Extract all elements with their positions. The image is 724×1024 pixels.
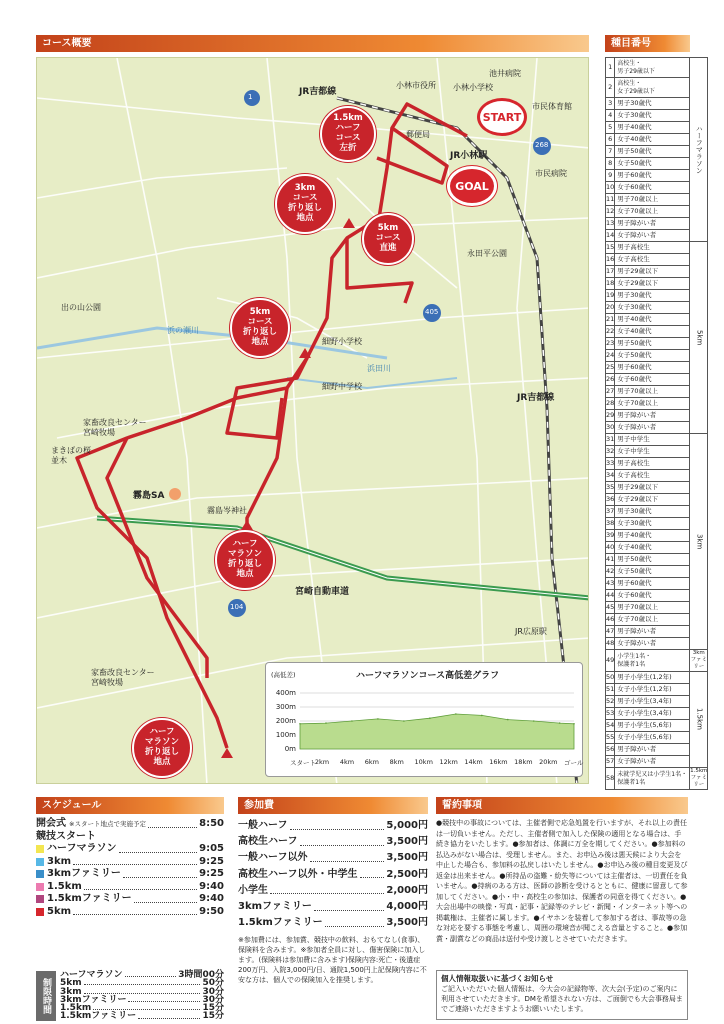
event-name: 女子70歳以上 bbox=[615, 398, 690, 410]
elevation-point bbox=[403, 720, 405, 722]
route-1-label: 1 bbox=[248, 93, 253, 101]
course-map bbox=[36, 57, 589, 784]
event-number: 46 bbox=[606, 614, 615, 626]
fee-price: 3,500円 bbox=[386, 917, 428, 929]
x-tick: 6km bbox=[364, 758, 379, 766]
elevation-area bbox=[300, 714, 574, 749]
oath-text: ●競技中の事故については、主催者側で応急処置を行いますが、それ以上の責任は一切負いません。ただし、主催者側で加入した保険の適用となる場合は、手続き協力をいたします。●参加者は、体調に万全を期してください。●参加料の払込みがない場合は、受理しません。また、お申込み後は悪天候により大会を中止した場合も、参加料の払戻しはいたしません。●お申込み後の種目変更及び返金は出来ません。●所持品の盗難・紛失等については主催者は、一切責任を負いません。●持病のある方は、医師の診断を受けるとともに、健康に留意して参加してください。●小・中・高校生の参加は、保護者の同意を得てください。●大会出場中の映像・写真・記事・記録等のテレビ・新聞・インターネット等への掲載権は、主催者に属します。●イヤホンを装着して参加する者は、事故等の急な対応を要する事態を考慮し、周囲の環境音が聞こえる音量とすること。●参加賞・副賞などの商品は送付や受け渡しとさせていただきます。 bbox=[436, 819, 688, 943]
schedule-label: 3kmファミリー bbox=[47, 868, 121, 879]
event-name: 男子30歳代 bbox=[615, 98, 690, 110]
livestock-center-1-label: 家畜改良センター 宮崎牧場 bbox=[83, 418, 147, 437]
x-tick: 20km bbox=[539, 758, 558, 766]
event-row bbox=[606, 650, 708, 672]
event-name: 男子高校生 bbox=[615, 242, 690, 254]
y-tick: 0m bbox=[284, 745, 296, 753]
kirishima-shrine-label: 霧島岑神社 bbox=[207, 506, 247, 515]
event-group: 3km ファミリー bbox=[690, 650, 707, 670]
fee-row bbox=[238, 899, 428, 915]
fee-section bbox=[238, 818, 428, 985]
turn-3k-bubble: 3km コース 折り返し 地点 bbox=[275, 174, 335, 234]
turn-half-1-bubble: ハーフ マラソン 折り返し 地点 bbox=[215, 530, 275, 590]
schedule-time: 9:05 bbox=[199, 843, 224, 854]
makiba-label: まきばの桜 並木 bbox=[51, 446, 91, 465]
fee-row bbox=[238, 850, 428, 866]
limit-time: 30分 bbox=[202, 986, 224, 997]
fee-note: ※参加費には、参加賞、競技中の飲料、おもてなし(食事)、保険料を含みます。※参加者全員に対し、傷害保険に加入します。(保険料は参加費に含みます)保険内容:死亡・後遺症200万円、入院3,000円/日、通院1,500円上記保険内容に不安な方は、個人での保険加入を推奨します。 bbox=[238, 936, 427, 985]
event-number: 13 bbox=[606, 218, 615, 230]
schedule-row bbox=[36, 893, 224, 906]
event-group: ハーフマラソン bbox=[690, 58, 708, 242]
schedule-row bbox=[36, 843, 224, 856]
event-number: 4 bbox=[606, 110, 615, 122]
y-tick: 300m bbox=[275, 703, 296, 711]
event-name: 男子小学生(3,4年) bbox=[615, 696, 690, 708]
limit-event: 5km bbox=[60, 978, 82, 989]
event-number: 58 bbox=[606, 768, 615, 790]
event-row bbox=[606, 434, 708, 446]
event-name: 女子60歳代 bbox=[615, 374, 690, 386]
privacy-box bbox=[436, 970, 688, 1020]
ikenoi-hospital-label: 池井病院 bbox=[489, 69, 521, 78]
event-number: 16 bbox=[606, 254, 615, 266]
x-tick: スタート bbox=[290, 759, 316, 767]
event-name: 女子30歳代 bbox=[615, 110, 690, 122]
jr-kitto-label-top: JR吉都線 bbox=[299, 87, 337, 97]
color-swatch bbox=[36, 895, 44, 903]
fee-row bbox=[238, 818, 428, 834]
color-swatch bbox=[36, 908, 44, 916]
event-number: 55 bbox=[606, 732, 615, 744]
privacy-text: ご記入いただいた個人情報は、今大会の記録物等、次大会(予定)のご案内に利用させていただきます。DMを希望されない方は、ご面倒でも大会事務局までご連絡いただきますようお願いいたします。 bbox=[441, 985, 683, 1013]
schedule-row bbox=[36, 868, 224, 881]
event-name: 女子70歳以上 bbox=[615, 206, 690, 218]
fee-label: 3kmファミリー bbox=[238, 900, 312, 912]
event-number: 57 bbox=[606, 756, 615, 768]
event-number: 28 bbox=[606, 398, 615, 410]
event-number: 7 bbox=[606, 146, 615, 158]
limit-event: 1.5km bbox=[60, 1003, 92, 1014]
opening-time: 8:50 bbox=[199, 818, 224, 829]
event-number: 43 bbox=[606, 578, 615, 590]
event-name: 女子小学生(1,2年) bbox=[615, 684, 690, 696]
event-number: 17 bbox=[606, 266, 615, 278]
event-number: 25 bbox=[606, 362, 615, 374]
elevation-title: ハーフマラソンコース高低差グラフ bbox=[356, 671, 500, 681]
opening-row bbox=[36, 818, 224, 831]
jr-kobayashi-label: JR小林駅 bbox=[450, 151, 488, 161]
event-number: 53 bbox=[606, 708, 615, 720]
fee-label: 小学生 bbox=[238, 884, 268, 896]
event-number: 40 bbox=[606, 542, 615, 554]
half-left-turn-bubble: 1.5km ハーフ コース 左折 bbox=[320, 106, 376, 162]
x-tick: 2km bbox=[314, 758, 330, 766]
elevation-point bbox=[481, 715, 483, 717]
x-tick: ゴール bbox=[564, 759, 584, 767]
event-name: 女子40歳代 bbox=[615, 542, 690, 554]
city-hall-label: 小林市役所 bbox=[396, 81, 436, 90]
gym-label: 市民体育館 bbox=[532, 102, 572, 111]
event-number: 3 bbox=[606, 98, 615, 110]
event-number: 24 bbox=[606, 350, 615, 362]
event-row bbox=[606, 672, 708, 684]
event-number: 30 bbox=[606, 422, 615, 434]
event-number: 35 bbox=[606, 482, 615, 494]
event-number: 21 bbox=[606, 314, 615, 326]
x-tick: 4km bbox=[339, 758, 355, 766]
elevation-chart bbox=[265, 662, 583, 777]
fee-price: 4,000円 bbox=[386, 900, 428, 912]
color-swatch bbox=[36, 883, 44, 891]
fee-row bbox=[238, 883, 428, 899]
elevation-point bbox=[325, 722, 327, 724]
event-number: 2 bbox=[606, 78, 615, 98]
fee-price: 5,000円 bbox=[386, 820, 428, 831]
fee-price: 3,500円 bbox=[386, 852, 428, 864]
schedule-label: 1.5km bbox=[47, 880, 82, 892]
event-row bbox=[606, 768, 708, 790]
event-name: 高校生・ 女子29歳以下 bbox=[615, 78, 690, 98]
event-number: 36 bbox=[606, 494, 615, 506]
event-number: 54 bbox=[606, 720, 615, 732]
fee-row bbox=[238, 915, 428, 931]
event-name: 男子50歳代 bbox=[615, 554, 690, 566]
limit-event: 3km bbox=[60, 986, 82, 997]
event-number: 19 bbox=[606, 290, 615, 302]
fee-header: 参加費 bbox=[238, 797, 428, 814]
route-268-label: 268 bbox=[535, 141, 549, 149]
course-header: コース概要 bbox=[36, 35, 589, 52]
event-number: 6 bbox=[606, 134, 615, 146]
event-name: 男子29歳以下 bbox=[615, 482, 690, 494]
event-name: 女子障がい者 bbox=[615, 638, 690, 650]
event-number: 50 bbox=[606, 672, 615, 684]
event-number: 15 bbox=[606, 242, 615, 254]
event-name: 男子40歳代 bbox=[615, 314, 690, 326]
elevation-point bbox=[299, 723, 301, 725]
schedule-row bbox=[36, 881, 224, 894]
y-tick: 400m bbox=[275, 689, 296, 697]
event-name: 女子50歳代 bbox=[615, 158, 690, 170]
turn-half-2-bubble: ハーフ マラソン 折り返し 地点 bbox=[132, 718, 192, 778]
elevation-unit: (高低差) bbox=[271, 671, 296, 679]
event-name: 未就学児又は小学生1名・ 保護者1名 bbox=[615, 768, 690, 790]
schedule-label: ハーフマラソン bbox=[47, 843, 117, 854]
turn-5k-bubble: 5km コース 折り返し 地点 bbox=[230, 298, 290, 358]
fee-label: 1.5kmファミリー bbox=[238, 917, 323, 929]
kirishima-sa-label: 霧島SA bbox=[133, 491, 165, 501]
opening-label: 開会式 bbox=[36, 818, 66, 829]
fee-label: 一般ハーフ bbox=[238, 820, 288, 831]
event-number: 1 bbox=[606, 58, 615, 78]
fee-price: 3,500円 bbox=[386, 836, 428, 848]
event-name: 女子70歳以上 bbox=[615, 614, 690, 626]
schedule-label: 1.5kmファミリー bbox=[47, 893, 132, 904]
event-number: 27 bbox=[606, 386, 615, 398]
goal-marker: GOAL bbox=[447, 166, 497, 206]
event-number: 10 bbox=[606, 182, 615, 194]
event-number: 51 bbox=[606, 684, 615, 696]
limit-time: 15分 bbox=[202, 1011, 224, 1022]
start-marker: START bbox=[477, 98, 527, 136]
event-number: 12 bbox=[606, 206, 615, 218]
start-label: 競技スタート bbox=[36, 830, 96, 842]
limit-event: ハーフマラソン bbox=[60, 970, 123, 980]
event-group: 3km bbox=[690, 434, 708, 650]
river2-label: 浜田川 bbox=[367, 364, 391, 373]
color-swatch bbox=[36, 845, 44, 853]
elevation-point bbox=[533, 720, 535, 722]
jr-hiroharu-label: JR広原駅 bbox=[515, 627, 547, 636]
elem-school-label: 小林小学校 bbox=[453, 83, 493, 92]
event-name: 女子高校生 bbox=[615, 254, 690, 266]
event-name: 男子50歳代 bbox=[615, 338, 690, 350]
event-name: 男子高校生 bbox=[615, 458, 690, 470]
x-tick: 16km bbox=[489, 758, 508, 766]
event-row bbox=[606, 242, 708, 254]
event-number: 11 bbox=[606, 194, 615, 206]
event-number: 18 bbox=[606, 278, 615, 290]
fee-label: 高校生ハーフ bbox=[238, 836, 298, 848]
limit-section bbox=[36, 971, 224, 1021]
event-number: 22 bbox=[606, 326, 615, 338]
x-tick: 8km bbox=[389, 758, 404, 766]
event-name: 女子29歳以下 bbox=[615, 278, 690, 290]
event-name: 女子小学生(3,4年) bbox=[615, 708, 690, 720]
schedule-row bbox=[36, 856, 224, 869]
elevation-point bbox=[455, 713, 457, 715]
x-tick: 10km bbox=[414, 758, 433, 766]
y-tick: 200m bbox=[275, 717, 296, 725]
event-number: 31 bbox=[606, 434, 615, 446]
event-name: 女子障がい者 bbox=[615, 756, 690, 768]
elevation-point bbox=[351, 720, 353, 722]
livestock-center-2-label: 家畜改良センター 宮崎牧場 bbox=[91, 668, 155, 687]
y-tick: 100m bbox=[275, 731, 296, 739]
event-number: 26 bbox=[606, 374, 615, 386]
event-name: 男子小学生(5,6年) bbox=[615, 720, 690, 732]
event-number: 9 bbox=[606, 170, 615, 182]
oath-header: 誓約事項 bbox=[436, 797, 688, 814]
event-number: 8 bbox=[606, 158, 615, 170]
event-number: 52 bbox=[606, 696, 615, 708]
schedule-time: 9:50 bbox=[199, 905, 224, 917]
event-row bbox=[606, 58, 708, 78]
schedule-label: 3km bbox=[47, 855, 72, 867]
event-name: 男子60歳代 bbox=[615, 170, 690, 182]
event-name: 男子40歳代 bbox=[615, 530, 690, 542]
event-name: 男子30歳代 bbox=[615, 290, 690, 302]
event-name: 男子30歳代 bbox=[615, 506, 690, 518]
schedule-section bbox=[36, 818, 224, 918]
event-number: 20 bbox=[606, 302, 615, 314]
limit-row bbox=[60, 1012, 224, 1020]
event-name: 女子60歳代 bbox=[615, 590, 690, 602]
event-name: 女子障がい者 bbox=[615, 230, 690, 242]
civic-hospital-label: 市民病院 bbox=[535, 169, 567, 178]
events-table bbox=[605, 57, 708, 790]
event-name: 男子障がい者 bbox=[615, 410, 690, 422]
event-name: 男子小学生(1,2年) bbox=[615, 672, 690, 684]
event-group: 1.5km ファミリー bbox=[690, 768, 708, 788]
nagatahira-park-label: 永田平公園 bbox=[467, 249, 507, 258]
opening-note: ※スタート地点で実施予定 bbox=[69, 820, 146, 828]
route-104-label: 104 bbox=[230, 603, 244, 611]
event-name: 男子70歳以上 bbox=[615, 602, 690, 614]
fee-label: 一般ハーフ以外 bbox=[238, 852, 308, 864]
event-number: 49 bbox=[606, 650, 615, 672]
limit-event: 3kmファミリー bbox=[60, 994, 127, 1005]
elevation-point bbox=[377, 718, 379, 720]
event-number: 33 bbox=[606, 458, 615, 470]
event-name: 男子障がい者 bbox=[615, 218, 690, 230]
event-name: 男子40歳代 bbox=[615, 122, 690, 134]
event-name: 女子29歳以下 bbox=[615, 494, 690, 506]
event-name: 女子50歳代 bbox=[615, 566, 690, 578]
event-group: 1.5km bbox=[690, 672, 708, 768]
color-swatch bbox=[36, 858, 44, 866]
event-name: 男子障がい者 bbox=[615, 626, 690, 638]
event-number: 38 bbox=[606, 518, 615, 530]
limit-time: 15分 bbox=[202, 1003, 224, 1014]
event-name: 女子30歳代 bbox=[615, 518, 690, 530]
event-number: 41 bbox=[606, 554, 615, 566]
river-label: 浜の瀬川 bbox=[167, 326, 199, 335]
event-name: 女子障がい者 bbox=[615, 422, 690, 434]
event-name: 女子高校生 bbox=[615, 470, 690, 482]
event-name: 男子70歳以上 bbox=[615, 386, 690, 398]
event-number: 34 bbox=[606, 470, 615, 482]
fee-label: 高校生ハーフ以外・中学生 bbox=[238, 868, 358, 880]
event-number: 48 bbox=[606, 638, 615, 650]
fee-price: 2,500円 bbox=[386, 868, 428, 880]
event-name: 男子中学生 bbox=[615, 434, 690, 446]
limit-label: 制限時間 bbox=[36, 971, 56, 1021]
event-name: 女子中学生 bbox=[615, 446, 690, 458]
x-tick: 12km bbox=[439, 758, 458, 766]
x-tick: 18km bbox=[514, 758, 533, 766]
event-group: 5km bbox=[690, 242, 708, 434]
limit-time: 50分 bbox=[202, 978, 224, 989]
izuno-park-label: 出の山公園 bbox=[61, 303, 101, 312]
straight-5k-bubble: 5km コース 直進 bbox=[362, 213, 414, 265]
event-number: 56 bbox=[606, 744, 615, 756]
event-name: 女子40歳代 bbox=[615, 326, 690, 338]
event-number: 45 bbox=[606, 602, 615, 614]
limit-row bbox=[60, 971, 224, 979]
event-name: 男子障がい者 bbox=[615, 744, 690, 756]
event-name: 男子29歳以下 bbox=[615, 266, 690, 278]
hosono-elem-label: 細野小学校 bbox=[322, 337, 362, 346]
event-name: 男子60歳代 bbox=[615, 362, 690, 374]
schedule-time: 9:25 bbox=[199, 855, 224, 867]
schedule-row bbox=[36, 906, 224, 919]
limit-time: 30分 bbox=[202, 994, 224, 1005]
event-name: 男子50歳代 bbox=[615, 146, 690, 158]
limit-time: 3時間00分 bbox=[178, 970, 224, 980]
events-header: 種目番号 bbox=[605, 35, 690, 52]
schedule-header: スケジュール bbox=[36, 797, 224, 814]
event-number: 14 bbox=[606, 230, 615, 242]
elevation-point bbox=[573, 723, 575, 725]
schedule-label: 5km bbox=[47, 905, 72, 917]
event-number: 5 bbox=[606, 122, 615, 134]
event-name: 男子60歳代 bbox=[615, 578, 690, 590]
schedule-time: 9:40 bbox=[199, 893, 224, 904]
event-number: 42 bbox=[606, 566, 615, 578]
event-number: 39 bbox=[606, 530, 615, 542]
route-405-label: 405 bbox=[425, 308, 439, 316]
event-number: 29 bbox=[606, 410, 615, 422]
schedule-time: 9:40 bbox=[199, 880, 224, 892]
event-name: 小学生1名・ 保護者1名 bbox=[615, 650, 690, 672]
expressway-label: 宮崎自動車道 bbox=[295, 587, 350, 597]
fee-row bbox=[238, 867, 428, 883]
fee-price: 2,000円 bbox=[386, 884, 428, 896]
event-name: 女子40歳代 bbox=[615, 134, 690, 146]
hosono-jh-label: 細野中学校 bbox=[322, 382, 362, 391]
event-number: 37 bbox=[606, 506, 615, 518]
x-tick: 14km bbox=[464, 758, 483, 766]
event-number: 44 bbox=[606, 590, 615, 602]
fee-row bbox=[238, 834, 428, 850]
event-name: 男子70歳以上 bbox=[615, 194, 690, 206]
color-swatch bbox=[36, 870, 44, 878]
elevation-point bbox=[507, 719, 509, 721]
limit-event: 1.5kmファミリー bbox=[60, 1011, 137, 1022]
event-name: 高校生・ 男子29歳以下 bbox=[615, 58, 690, 78]
limit-row bbox=[60, 979, 224, 987]
event-name: 女子小学生(5,6年) bbox=[615, 732, 690, 744]
elevation-point bbox=[559, 722, 561, 724]
privacy-title: 個人情報取扱いに基づくお知らせ bbox=[441, 974, 554, 983]
event-name: 女子50歳代 bbox=[615, 350, 690, 362]
schedule-time: 9:25 bbox=[199, 868, 224, 879]
elevation-point bbox=[429, 717, 431, 719]
event-number: 23 bbox=[606, 338, 615, 350]
jr-kitto-label-mid: JR吉都線 bbox=[517, 393, 555, 403]
event-name: 女子30歳代 bbox=[615, 302, 690, 314]
event-number: 47 bbox=[606, 626, 615, 638]
post-office-label: 郵便局 bbox=[406, 130, 430, 139]
event-number: 32 bbox=[606, 446, 615, 458]
event-name: 女子60歳代 bbox=[615, 182, 690, 194]
